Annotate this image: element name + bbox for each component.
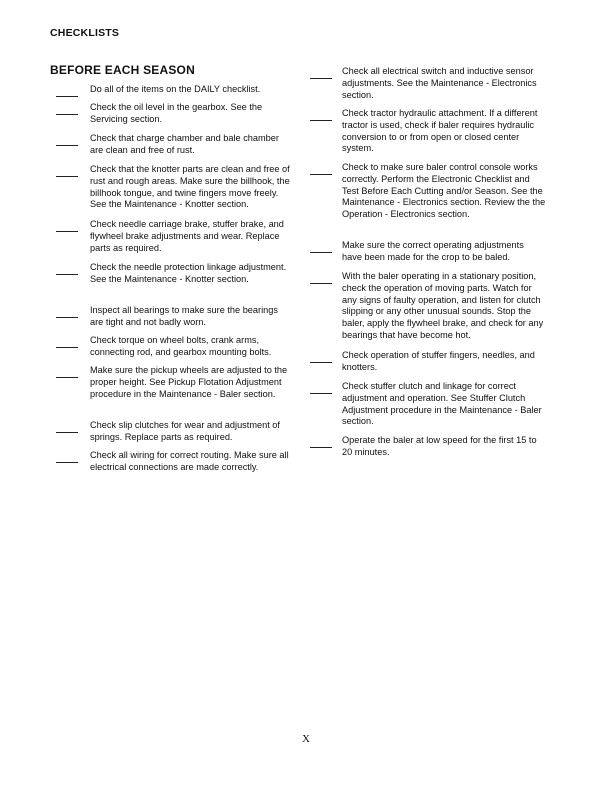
checkbox-blank [310, 120, 332, 121]
checklist-item-text: Inspect all bearings to make sure the bearings are tight and not badly worn. [90, 305, 278, 327]
checklist-item-text: Check needle carriage brake, stuffer brake, and flywheel brake adjustments and wear. Replace parts as required. [90, 219, 284, 253]
page-header: CHECKLISTS [50, 27, 120, 39]
checklist-item [310, 381, 546, 428]
checklist-item [50, 262, 290, 286]
checklist-item [50, 335, 290, 359]
checkbox-blank [310, 78, 332, 79]
checklist-item-text: Check the oil level in the gearbox. See the Servicing section. [90, 102, 263, 124]
checkbox-blank [56, 176, 78, 177]
checklist-item [50, 102, 290, 126]
checkbox-blank [56, 432, 78, 433]
checklist-item [50, 365, 290, 400]
checklist-item [310, 350, 546, 374]
checkbox-blank [310, 362, 332, 363]
checkbox-blank [310, 393, 332, 394]
checklist-item [50, 305, 290, 329]
checkbox-blank [56, 377, 78, 378]
checklist-item-text: Check the needle protection linkage adjustment. See the Maintenance - Knotter section. [90, 262, 287, 284]
checklist-item-text: Make sure the pickup wheels are adjusted to the proper height. See Pickup Flotation Adjustment procedure in the Maintenance - Baler section. [90, 365, 288, 399]
checklist-item-text: Check to make sure baler control console works correctly. Perform the Electronic Checklist and Test Before Each Cutting and/or Season. See the Maintenance - Electronics section. Review the the Operation - Electronics section. [342, 162, 546, 220]
checklist-item-text: Operate the baler at low speed for the first 15 to 20 minutes. [342, 435, 537, 457]
checkbox-blank [56, 231, 78, 232]
checklist-item-text: Check that the knotter parts are clean and free of rust and rough areas. Make sure the billhook, the billhook tongue, and twine fingers move freely. See the Maintenance - Knotter section. [90, 164, 290, 210]
checklist-item-text: Do all of the items on the DAILY checklist. [90, 84, 261, 94]
checklist-item-text: Check all wiring for correct routing. Make sure all electrical connections are made correctly. [90, 450, 289, 472]
checklist-item-text: Check operation of stuffer fingers, needles, and knotters. [342, 350, 535, 372]
checklist-item [50, 164, 290, 211]
checklist-item [310, 108, 546, 155]
checklist-item [310, 435, 546, 459]
checkbox-blank [310, 174, 332, 175]
checklist-item [50, 450, 290, 474]
checklist-item [310, 162, 546, 221]
checklist-item-text: Check stuffer clutch and linkage for correct adjustment and operation. See Stuffer Clutch Adjustment procedure in the Maintenance - Baler section. [342, 381, 542, 427]
checklist-item-text: Check slip clutches for wear and adjustment of springs. Replace parts as required. [90, 420, 280, 442]
checklist-item [50, 219, 290, 254]
checkbox-blank [56, 347, 78, 348]
checklist-item [50, 84, 290, 97]
checklist-item-text: Check all electrical switch and inductive sensor adjustments. See the Maintenance - Electronics section. [342, 66, 537, 100]
checklist-item-text: Check tractor hydraulic attachment. If a different tractor is used, check if baler requires hydraulic conversion to or from open or closed center system. [342, 108, 538, 154]
checklist-item-text: Make sure the correct operating adjustments have been made for the crop to be baled. [342, 240, 524, 262]
checkbox-blank [310, 283, 332, 284]
checklist-item [310, 271, 546, 342]
checklist-item-text: With the baler operating in a stationary position, check the operation of moving parts. Watch for any signs of faulty operation, and listen for clutch slipping or any other unusual sounds. Stop the baler, apply the flywheel brake, and check for any bearings that have become hot. [342, 271, 544, 340]
checklist-item [310, 66, 546, 101]
checkbox-blank [56, 462, 78, 463]
checkbox-blank [56, 114, 78, 115]
checklist-item [50, 420, 290, 444]
checkbox-blank [310, 252, 332, 253]
page-number: X [302, 733, 310, 745]
checklist-item [310, 240, 546, 264]
checklist-item [50, 133, 290, 157]
checkbox-blank [310, 447, 332, 448]
checkbox-blank [56, 274, 78, 275]
checkbox-blank [56, 145, 78, 146]
checklist-item-text: Check that charge chamber and bale chamber are clean and free of rust. [90, 133, 279, 155]
checklist-item-text: Check torque on wheel bolts, crank arms, connecting rod, and gearbox mounting bolts. [90, 335, 272, 357]
section-title: BEFORE EACH SEASON [50, 63, 195, 77]
checkbox-blank [56, 96, 78, 97]
checkbox-blank [56, 317, 78, 318]
